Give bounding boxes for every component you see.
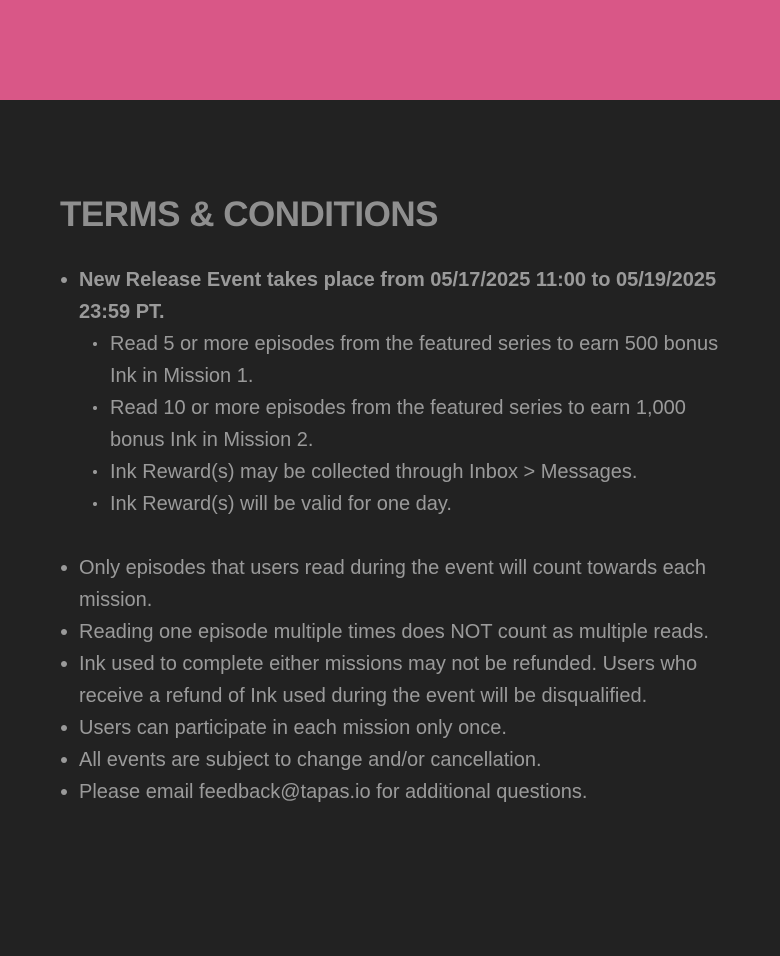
list-item: Ink Reward(s) will be valid for one day. [110, 488, 720, 520]
rules-list [60, 552, 720, 808]
terms-section [0, 100, 780, 808]
list-item-event-period [79, 264, 720, 520]
list-item: Ink used to complete either missions may not be refunded. Users who receive a refund of Ink used during the event will be disqualified. [79, 648, 720, 712]
event-period-text: New Release Event takes place from 05/17/2025 11:00 to 05/19/2025 23:59 PT. [79, 269, 717, 323]
list-item: Reading one episode multiple times does NOT count as multiple reads. [79, 616, 720, 648]
list-item: Please email feedback@tapas.io for additional questions. [79, 776, 720, 808]
list-item: Ink Reward(s) may be collected through Inbox > Messages. [110, 456, 720, 488]
list-item: Read 5 or more episodes from the featured series to earn 500 bonus Ink in Mission 1. [110, 328, 720, 392]
terms-list [60, 264, 720, 520]
list-item: Only episodes that users read during the event will count towards each mission. [79, 552, 720, 616]
list-item: All events are subject to change and/or cancellation. [79, 744, 720, 776]
event-details-list [79, 328, 720, 520]
terms-title: TERMS & CONDITIONS [60, 195, 438, 234]
list-spacer [60, 520, 720, 552]
list-item: Users can participate in each mission only once. [79, 712, 720, 744]
list-item: Read 10 or more episodes from the featured series to earn 1,000 bonus Ink in Mission 2. [110, 392, 720, 456]
top-banner [0, 0, 780, 100]
